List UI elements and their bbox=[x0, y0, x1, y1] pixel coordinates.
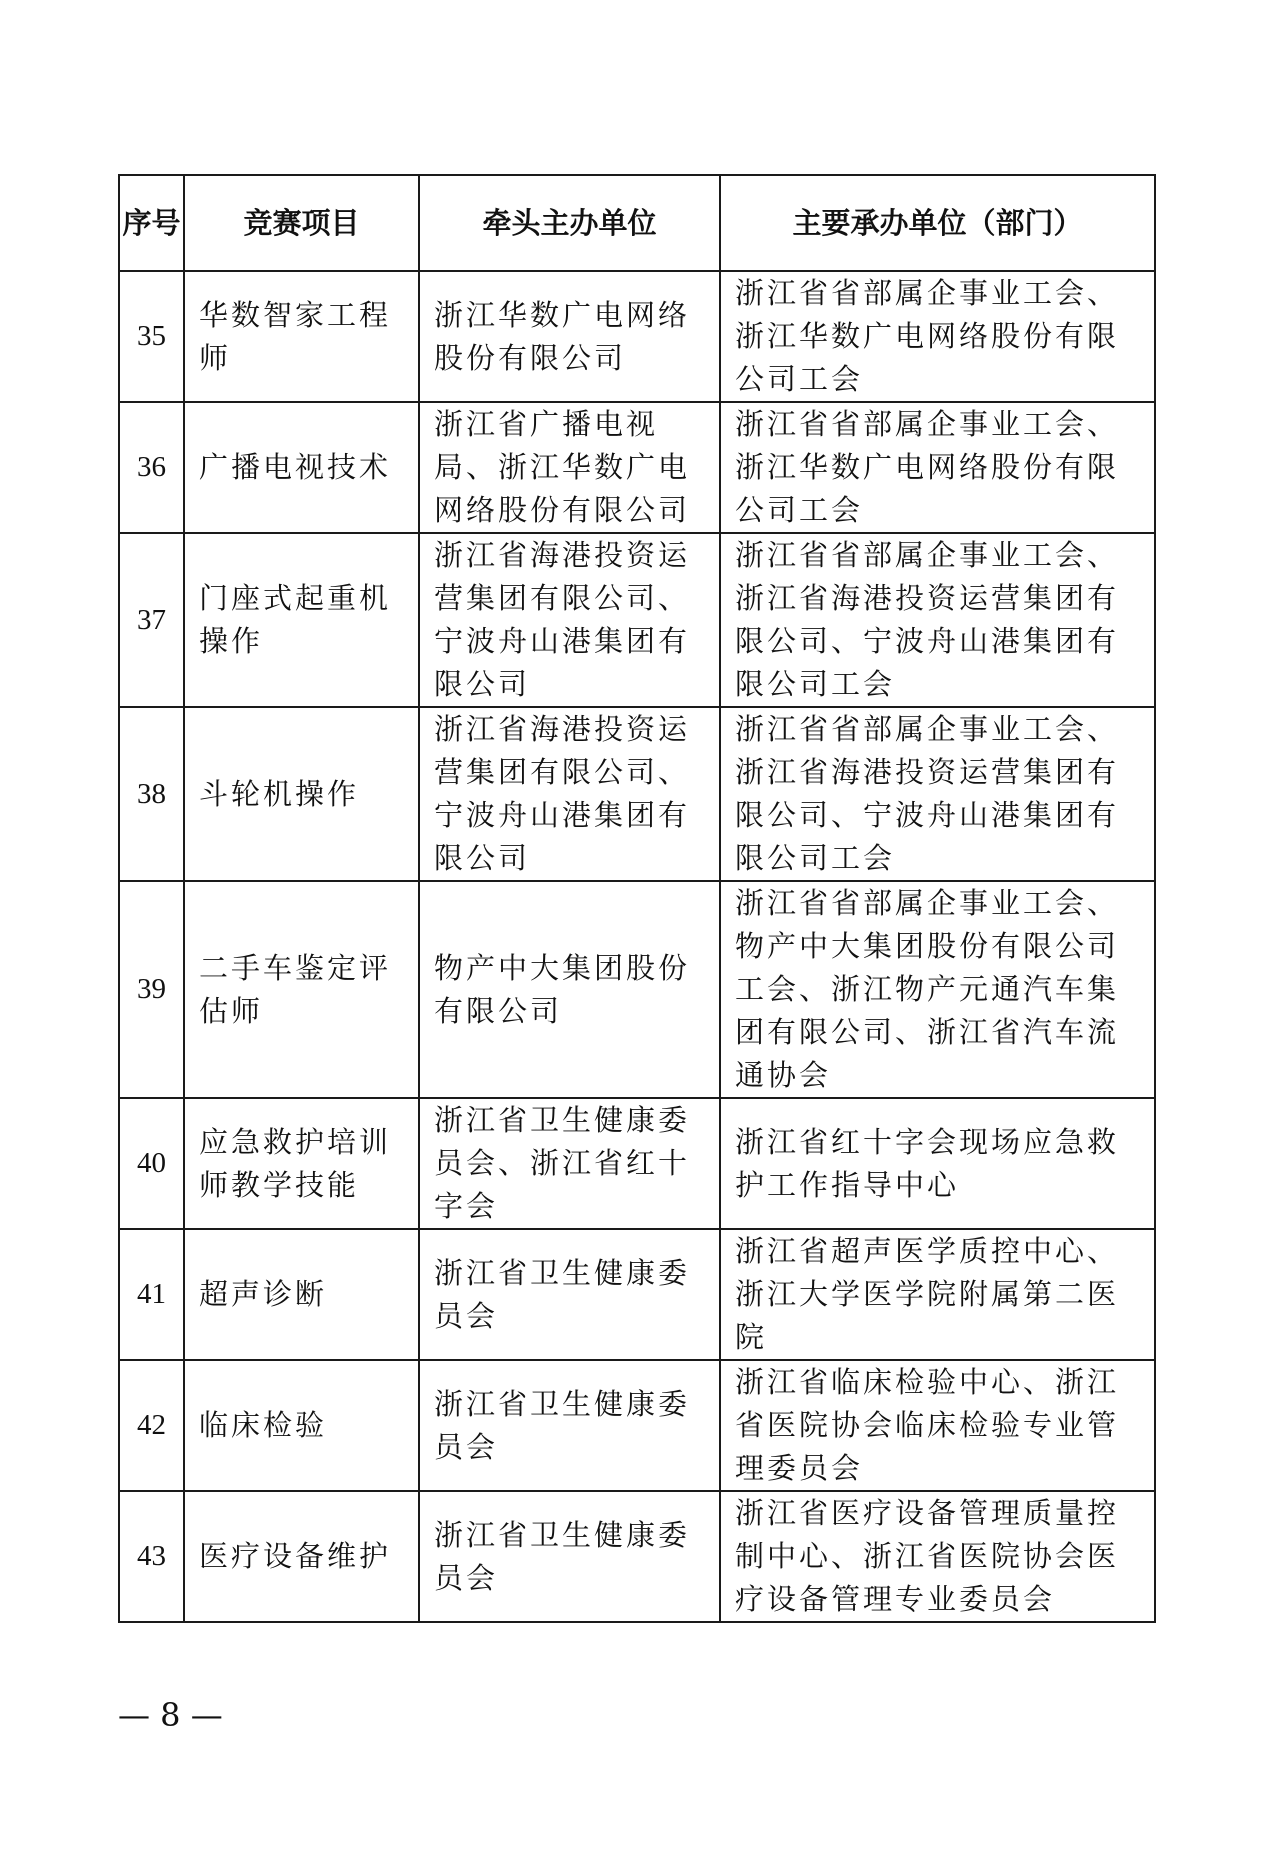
row-host: 浙江省广播电视局、浙江华数广电网络股份有限公司 bbox=[419, 402, 720, 533]
row-host: 浙江省卫生健康委员会 bbox=[419, 1229, 720, 1360]
table-row bbox=[119, 533, 1155, 707]
row-organizer: 浙江省超声医学质控中心、浙江大学医学院附属第二医院 bbox=[720, 1229, 1155, 1360]
row-number: 36 bbox=[119, 402, 184, 533]
row-host: 浙江华数广电网络股份有限公司 bbox=[419, 271, 720, 402]
header-serial-number: 序号 bbox=[119, 175, 184, 271]
row-item: 华数智家工程师 bbox=[184, 271, 419, 402]
row-organizer: 浙江省省部属企事业工会、浙江华数广电网络股份有限公司工会 bbox=[720, 402, 1155, 533]
row-number: 42 bbox=[119, 1360, 184, 1491]
row-host: 浙江省海港投资运营集团有限公司、宁波舟山港集团有限公司 bbox=[419, 533, 720, 707]
row-host: 浙江省海港投资运营集团有限公司、宁波舟山港集团有限公司 bbox=[419, 707, 720, 881]
row-host: 物产中大集团股份有限公司 bbox=[419, 881, 720, 1098]
page-number: — 8 — bbox=[118, 1696, 223, 1734]
row-organizer: 浙江省医疗设备管理质量控制中心、浙江省医院协会医疗设备管理专业委员会 bbox=[720, 1491, 1155, 1622]
row-item: 超声诊断 bbox=[184, 1229, 419, 1360]
header-lead-host: 牵头主办单位 bbox=[419, 175, 720, 271]
header-main-organizer: 主要承办单位（部门） bbox=[720, 175, 1155, 271]
row-organizer: 浙江省省部属企事业工会、物产中大集团股份有限公司工会、浙江物产元通汽车集团有限公司、浙江省汽车流通协会 bbox=[720, 881, 1155, 1098]
row-item: 斗轮机操作 bbox=[184, 707, 419, 881]
row-organizer: 浙江省红十字会现场应急救护工作指导中心 bbox=[720, 1098, 1155, 1229]
table-row bbox=[119, 1360, 1155, 1491]
row-number: 37 bbox=[119, 533, 184, 707]
row-organizer: 浙江省省部属企事业工会、浙江省海港投资运营集团有限公司、宁波舟山港集团有限公司工会 bbox=[720, 707, 1155, 881]
table-row bbox=[119, 1491, 1155, 1622]
competition-table bbox=[118, 174, 1156, 1623]
table-row bbox=[119, 1229, 1155, 1360]
row-item: 临床检验 bbox=[184, 1360, 419, 1491]
row-item: 医疗设备维护 bbox=[184, 1491, 419, 1622]
row-host: 浙江省卫生健康委员会、浙江省红十字会 bbox=[419, 1098, 720, 1229]
row-number: 43 bbox=[119, 1491, 184, 1622]
row-organizer: 浙江省省部属企事业工会、浙江省海港投资运营集团有限公司、宁波舟山港集团有限公司工会 bbox=[720, 533, 1155, 707]
table-row bbox=[119, 1098, 1155, 1229]
row-number: 35 bbox=[119, 271, 184, 402]
row-item: 门座式起重机操作 bbox=[184, 533, 419, 707]
row-number: 41 bbox=[119, 1229, 184, 1360]
row-number: 40 bbox=[119, 1098, 184, 1229]
row-number: 39 bbox=[119, 881, 184, 1098]
header-competition-item: 竞赛项目 bbox=[184, 175, 419, 271]
row-item: 广播电视技术 bbox=[184, 402, 419, 533]
row-host: 浙江省卫生健康委员会 bbox=[419, 1360, 720, 1491]
table-row bbox=[119, 881, 1155, 1098]
row-item: 应急救护培训师教学技能 bbox=[184, 1098, 419, 1229]
row-organizer: 浙江省临床检验中心、浙江省医院协会临床检验专业管理委员会 bbox=[720, 1360, 1155, 1491]
row-number: 38 bbox=[119, 707, 184, 881]
row-host: 浙江省卫生健康委员会 bbox=[419, 1491, 720, 1622]
table-row bbox=[119, 707, 1155, 881]
table-row bbox=[119, 402, 1155, 533]
row-organizer: 浙江省省部属企事业工会、浙江华数广电网络股份有限公司工会 bbox=[720, 271, 1155, 402]
table-row bbox=[119, 271, 1155, 402]
row-item: 二手车鉴定评估师 bbox=[184, 881, 419, 1098]
table-header-row bbox=[119, 175, 1155, 271]
